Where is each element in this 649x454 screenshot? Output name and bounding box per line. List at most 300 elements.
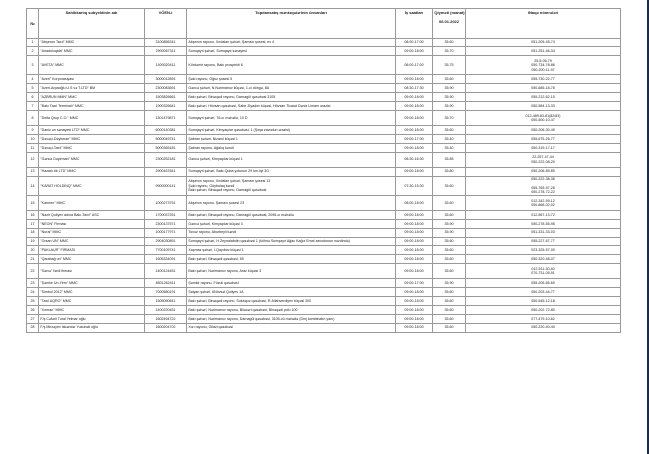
cell-address xyxy=(187,297,396,306)
cell-hours: 09:00-18:00 xyxy=(396,305,433,314)
header-phone: Əlaqə nömrələri xyxy=(466,9,621,39)
phone-line: 050-222-08-20 xyxy=(531,159,555,164)
table-row xyxy=(27,305,621,314)
cell-tin: 2900067311 xyxy=(145,47,187,56)
table-row xyxy=(27,237,621,246)
cell-entity-name: "Karmen" MMC xyxy=(39,195,145,210)
phone-line: 22-257-47-44 xyxy=(532,155,554,160)
table-row xyxy=(27,323,621,332)
cell-hours: 09:00-18:00 xyxy=(396,102,433,111)
cell-price: 35.90 xyxy=(433,228,466,237)
cell-tin: 1505090641 xyxy=(145,297,187,306)
cell-number: 22 xyxy=(27,264,39,279)
table-row xyxy=(27,143,621,152)
cell-number: 20 xyxy=(27,246,39,255)
cell-entity-name: F/ş Mirzəyev İskəndər Yusubəli oğlu xyxy=(39,323,145,332)
cell-tin: 3000012891 xyxy=(145,75,187,84)
cell-price: 35.60 xyxy=(433,176,466,195)
cell-hours: 09:00-18:00 xyxy=(396,143,433,152)
address-line: Bakı şəhəri, Nərimanov rayonu, Darnagül qəsəbəsi, 3105-cü məhəllə (Dmj kombinatın yanı) xyxy=(188,316,335,321)
cell-price: 35.90 xyxy=(433,93,466,102)
cell-address xyxy=(187,255,396,264)
header-entity-name: Sahibkarlıq subyektinin adı xyxy=(39,9,145,39)
cell-address xyxy=(187,228,396,237)
cell-phone xyxy=(466,176,621,195)
phone-line: 055-205-65-69 xyxy=(531,281,555,286)
header-number: № xyxy=(27,9,39,39)
cell-price: 35.80 xyxy=(433,167,466,176)
cell-number: 27 xyxy=(27,314,39,323)
cell-address xyxy=(187,314,396,323)
cell-address xyxy=(187,134,396,143)
cell-price: 35.40 xyxy=(433,134,466,143)
address-line: Bakı şəhəri, Binəqədi rayonu, Sulutəpə qəsəbəsi, R.Allahverdiyev küçəsi 300 xyxy=(188,298,312,303)
cell-number: 26 xyxy=(27,305,39,314)
cell-tin: 1301479871 xyxy=(145,110,187,125)
cell-entity-name: "Azeri-Arpaoğlu U.S və T.LTD" BM xyxy=(39,84,145,93)
cell-number: 2 xyxy=(27,47,39,56)
table-row xyxy=(27,152,621,167)
cell-entity-name: "Hazarlı.tik LTD" MMC xyxy=(39,167,145,176)
phone-line: 012-489-83-81(82/83) xyxy=(525,113,561,118)
phone-line: 050-734-78-86 xyxy=(531,63,555,68)
wholesale-points-table xyxy=(26,8,621,333)
address-line: Sumqayıt şəhəri, Bakı-Quba yolunun 29 km-liyi 3G xyxy=(188,169,270,174)
address-line: Bakı şəhəri, Binəqədi rayonu, Darnagül qəsəbəsi xyxy=(188,187,267,192)
cell-number: 9 xyxy=(27,125,39,134)
cell-phone xyxy=(466,110,621,125)
phone-line: 055-227-67-77 xyxy=(531,239,555,244)
cell-hours: 09:00-18:00 xyxy=(396,219,433,228)
cell-phone xyxy=(466,134,621,143)
cell-number: 4 xyxy=(27,75,39,84)
cell-entity-name: F/ş Cəfərli Tural Yelmar oğlu xyxy=(39,314,145,323)
phone-line: 050-202-72-80 xyxy=(531,307,555,312)
cell-phone xyxy=(466,314,621,323)
table-row xyxy=(27,102,621,111)
cell-tin: 2300252181 xyxy=(145,152,187,167)
address-line: Sumqayıt şəhəri, Kimyaçılar qəsəbəsi, 1 (Şoşa zavodun ərazisi) xyxy=(188,127,291,132)
table-row xyxy=(27,84,621,93)
table-row xyxy=(27,279,621,288)
cell-entity-name: "Bakı Taxıl Terminalı" MMC xyxy=(39,102,145,111)
cell-price: 35.90 xyxy=(433,102,466,111)
cell-hours: 09:00-18:00 xyxy=(396,264,433,279)
table-row xyxy=(27,38,621,47)
price-list-sheet xyxy=(26,8,620,333)
address-line: Şəki rayonu, Göybulaq kəndi xyxy=(188,183,235,188)
cell-address xyxy=(187,219,396,228)
cell-price: 35.60 xyxy=(433,255,466,264)
cell-phone xyxy=(466,56,621,75)
address-line: Xızı rayonu, Gilazi qəsəbəsi xyxy=(188,325,233,330)
address-line: Şabran rayonu, Ağalıq kəndi xyxy=(188,145,234,150)
table-row xyxy=(27,297,621,306)
cell-phone xyxy=(466,210,621,219)
cell-tin: 1400124451 xyxy=(145,264,187,279)
cell-entity-name: "Nural" MMC xyxy=(39,228,145,237)
cell-tin: 1000177971 xyxy=(145,228,187,237)
phone-line: 070-731-05-91 xyxy=(531,271,555,276)
cell-tin: 5000365181 xyxy=(145,143,187,152)
cell-phone xyxy=(466,75,621,84)
phone-line: 055-212-62-15 xyxy=(531,94,555,99)
cell-hours: 09:00-18:00 xyxy=(396,125,433,134)
cell-hours: 09:00-18:00 xyxy=(396,323,433,332)
table-row xyxy=(27,75,621,84)
phone-line: 051-331-33-03 xyxy=(531,230,555,235)
address-line: Gəncə şəhəri, Kimyaçılar küçəsi 3 xyxy=(188,221,243,226)
header-price-label: Qiyməti (manat) xyxy=(434,10,465,15)
phone-line: 050-222-38-36 xyxy=(531,177,555,182)
cell-tin: 3100856341 xyxy=(145,38,187,47)
cell-address xyxy=(187,264,396,279)
table-row xyxy=(27,47,621,56)
table-row xyxy=(27,134,621,143)
table-row xyxy=(27,228,621,237)
cell-number: 23 xyxy=(27,279,39,288)
cell-address xyxy=(187,246,396,255)
cell-hours: 09:00-18:00 xyxy=(396,110,433,125)
cell-address xyxy=(187,210,396,219)
cell-number: 12 xyxy=(27,152,39,167)
cell-phone xyxy=(466,255,621,264)
cell-tin: 9900000141 xyxy=(145,176,187,195)
cell-hours: 08:00-17:00 xyxy=(396,38,433,47)
cell-phone xyxy=(466,288,621,297)
cell-tin: 1605334091 xyxy=(145,255,187,264)
cell-address xyxy=(187,38,396,47)
cell-tin: 1602494722 xyxy=(145,314,187,323)
cell-price: 35.60 xyxy=(433,314,466,323)
cell-address xyxy=(187,102,396,111)
cell-tin: 1900326641 xyxy=(145,102,187,111)
cell-phone xyxy=(466,246,621,255)
cell-hours: 09:00-17:00 xyxy=(396,279,433,288)
cell-address xyxy=(187,176,396,195)
cell-number: 3 xyxy=(27,56,39,75)
cell-address xyxy=(187,323,396,332)
address-line: Kürdəmir rayonu, Bakı prospekti 6 xyxy=(188,63,243,68)
cell-price: 35.60 xyxy=(433,288,466,297)
address-line: Gəncə şəhəri, Kimyaçılar küçəsi 1 xyxy=(188,157,243,162)
cell-price: 35.60 xyxy=(433,305,466,314)
cell-entity-name: "Delta Qrup C.O." MMC xyxy=(39,110,145,125)
table-row xyxy=(27,167,621,176)
cell-address xyxy=(187,56,396,75)
cell-number: 28 xyxy=(27,323,39,332)
cell-number: 19 xyxy=(27,237,39,246)
cell-number: 6 xyxy=(27,93,39,102)
phone-line: 055-730-22-77 xyxy=(531,77,555,82)
cell-tin: 2900167641 xyxy=(145,167,187,176)
cell-entity-name: "Abşeron Taxıl" MMC xyxy=(39,38,145,47)
cell-phone xyxy=(466,305,621,314)
cell-tin: 2300137571 xyxy=(145,219,187,228)
cell-phone xyxy=(466,125,621,134)
cell-entity-name: "NEON" Firması xyxy=(39,219,145,228)
phone-line: 012-567-13-72 xyxy=(531,212,555,217)
cell-address xyxy=(187,125,396,134)
header-price xyxy=(433,9,466,39)
address-line: Bakı şəhəri, Binəqədi qəsəbəsi, 59 xyxy=(188,257,244,262)
cell-address xyxy=(187,237,396,246)
cell-entity-name: "Xırman" MMC xyxy=(39,305,145,314)
table-row xyxy=(27,56,621,75)
phone-line: 051-251-46-34 xyxy=(531,49,555,54)
cell-hours: 09:00-18:00 xyxy=(396,167,433,176)
phone-line: 012-511-30-40 xyxy=(531,266,555,271)
address-line: Bakı şəhəri, Binəqədi rayonu, Darnagül qəsəbəsi, 2096-cı məhəllə xyxy=(188,212,294,217)
address-line: Sumqayıt şəhəri, H.Zeynalabdin qəsəbəsi 1 (köhnə Sumqayıt Ağac Kağız Emal zavodunun nəzdində) xyxy=(188,239,350,244)
cell-hours: 08:30-17:30 xyxy=(396,84,433,93)
cell-address xyxy=(187,93,396,102)
table-row xyxy=(27,125,621,134)
cell-price: 35.60 xyxy=(433,323,466,332)
cell-price: 35.60 xyxy=(433,75,466,84)
cell-hours: 09:00-18:00 xyxy=(396,237,433,246)
cell-price: 35.70 xyxy=(433,47,466,56)
table-row xyxy=(27,195,621,210)
cell-price: 35.75 xyxy=(433,56,466,75)
table-row xyxy=(27,264,621,279)
cell-hours: 08:30-16:30 xyxy=(396,152,433,167)
address-line: Tovuz rayonu, Aburbeyli kəndi xyxy=(188,230,237,235)
cell-phone xyxy=(466,143,621,152)
cell-number: 25 xyxy=(27,297,39,306)
phone-line: 050-278-72-22 xyxy=(531,189,555,194)
cell-number: 5 xyxy=(27,84,39,93)
cell-phone xyxy=(466,93,621,102)
address-line: Sumqayıt şəhəri, Sumqayıt sənayesi xyxy=(188,49,247,54)
cell-entity-name: "Azeri" Korporasiyası xyxy=(39,75,145,84)
cell-price: 35.40 xyxy=(433,143,466,152)
phone-line: 055-765-57-28 xyxy=(531,185,555,190)
cell-entity-name: "PAKLAUR" FİRMASI xyxy=(39,246,145,255)
address-line: Sumqayıt şəhəri, 76-cı məhəllə, 10 D xyxy=(188,115,248,120)
cell-number: 18 xyxy=(27,228,39,237)
cell-hours: 07:30-15:30 xyxy=(396,176,433,195)
phone-line: 050-584-13-33 xyxy=(531,103,555,108)
address-line: Bakı şəhəri, Nərimanov rayonu, Biləcəri qəsəbəsi, Binəqədi yolu 100 xyxy=(188,307,298,312)
address-line: Abşeron rayonu, Xırdalan şəhəri, Şamaxı şosesi, ev 4 xyxy=(188,40,275,45)
phone-line: 050-868-02-02 xyxy=(531,202,555,207)
cell-tin: 1700037251 xyxy=(145,210,187,219)
cell-entity-name: "Şəmkir Un-Yem" MMC xyxy=(39,279,145,288)
cell-tin: 1400020411 xyxy=(145,56,187,75)
cell-entity-name: "Simbol 2012" MMC xyxy=(39,288,145,297)
table-row xyxy=(27,314,621,323)
cell-price: 35.60 xyxy=(433,195,466,210)
cell-address xyxy=(187,75,396,84)
cell-entity-name: "Anadoluqida" MMC xyxy=(39,47,145,56)
table-row xyxy=(27,93,621,102)
cell-phone xyxy=(466,84,621,93)
phone-line: 050-500-10-47 xyxy=(531,117,555,122)
cell-entity-name: "Dəvəçi-Dəyirman" MMC xyxy=(39,134,145,143)
cell-tin: 7000580191 xyxy=(145,288,187,297)
cell-phone xyxy=(466,323,621,332)
table-row xyxy=(27,110,621,125)
cell-hours: 09:00-18:00 xyxy=(396,47,433,56)
cell-price: 35.60 xyxy=(433,246,466,255)
cell-hours: 09:00-18:00 xyxy=(396,288,433,297)
cell-tin: 1000273751 xyxy=(145,195,187,210)
cell-number: 11 xyxy=(27,143,39,152)
phone-line: 25-5-05-79 xyxy=(534,58,552,63)
address-line: Şəmkir rayonu, Füzuli qəsəbəsi xyxy=(188,281,239,286)
cell-hours: 08:00-17:00 xyxy=(396,56,433,75)
phone-line: 023-325-57-00 xyxy=(531,248,555,253)
phone-line: 050-220-40-40 xyxy=(531,325,555,330)
cell-address xyxy=(187,152,396,167)
cell-address xyxy=(187,167,396,176)
cell-price: 35.60 xyxy=(433,125,466,134)
cell-phone xyxy=(466,47,621,56)
cell-phone xyxy=(466,38,621,47)
cell-phone xyxy=(466,152,621,167)
header-price-date: 06.01.2022 xyxy=(438,18,460,24)
table-row xyxy=(27,176,621,195)
table-row xyxy=(27,219,621,228)
cell-phone xyxy=(466,228,621,237)
address-line: Bakı şəhəri, Hövsan qəsəbəsi, Sabir Ziyadov küçəsi, Hövsan Ticarət Dəniz Limanı ərazisi xyxy=(188,103,331,108)
cell-price: 35.60 xyxy=(433,210,466,219)
cell-tin: 8501262411 xyxy=(145,279,187,288)
cell-hours: 09:00-18:00 xyxy=(396,255,433,264)
cell-tin: 5000049741 xyxy=(145,134,187,143)
phone-line: 055-675-26-77 xyxy=(531,136,555,141)
cell-tin: 6000140381 xyxy=(145,125,187,134)
cell-entity-name: "Daniz un sənayesi LTD" MMC xyxy=(39,125,145,134)
cell-hours: 09:00-18:00 xyxy=(396,93,433,102)
cell-entity-name: "AVETA" MMC xyxy=(39,56,145,75)
cell-number: 1 xyxy=(27,38,39,47)
cell-price: 35.60 xyxy=(433,264,466,279)
address-line: Şəki rayonu, Oğuz şosesi 5 xyxy=(188,77,233,82)
cell-entity-name: "Orsan UN" MMC xyxy=(39,237,145,246)
cell-address xyxy=(187,288,396,297)
cell-tin: 2904030891 xyxy=(145,237,187,246)
cell-price: 35.90 xyxy=(433,279,466,288)
cell-phone xyxy=(466,219,621,228)
address-line: Xaçmaz şəhəri, İ.Qayıbov küçəsi 1 xyxy=(188,248,244,253)
cell-number: 8 xyxy=(27,110,39,125)
cell-number: 7 xyxy=(27,102,39,111)
cell-price: 35.85 xyxy=(433,152,466,167)
table-header xyxy=(27,9,621,39)
table-row xyxy=(27,246,621,255)
cell-hours: 09:00-18:00 xyxy=(396,210,433,219)
cell-hours: 09:00-18:00 xyxy=(396,314,433,323)
phone-line: 050-206-89-89 xyxy=(531,169,555,174)
cell-number: 14 xyxy=(27,176,39,195)
phone-line: 050-320-48-07 xyxy=(531,257,555,262)
cell-entity-name: "Dəvəçi-Taxıl" MMC xyxy=(39,143,145,152)
phone-line: 012-342-59-12 xyxy=(531,198,555,203)
header-address: Topdansatış məntəqələrinin ünvanları xyxy=(187,9,396,39)
phone-line: 050-203-44-77 xyxy=(531,289,555,294)
phone-line: 050-206-30-49 xyxy=(531,127,555,132)
cell-number: 17 xyxy=(27,219,39,228)
cell-number: 16 xyxy=(27,210,39,219)
cell-tin: 1600204702 xyxy=(145,323,187,332)
cell-number: 24 xyxy=(27,288,39,297)
address-line: Abşeron rayonu, Xırdalan şəhəri, Şamaxı şosesi 13 xyxy=(188,179,271,184)
cell-entity-name: "KARAT HOLDİNQ" MMC xyxy=(39,176,145,195)
cell-address xyxy=(187,143,396,152)
cell-tin: 1400220451 xyxy=(145,305,187,314)
cell-address xyxy=(187,305,396,314)
address-line: Gəncə şəhəri, N.Nərimanov küçəsi, 1-ci döngə, 8A xyxy=(188,86,270,91)
cell-hours: 09:00-18:00 xyxy=(396,246,433,255)
cell-entity-name: "Sərvə" fərdi firması xyxy=(39,264,145,279)
cell-hours: 09:00-18:00 xyxy=(396,297,433,306)
cell-hours: 08:00-18:00 xyxy=(396,195,433,210)
table-body xyxy=(27,38,621,332)
table-row xyxy=(27,255,621,264)
phone-line: 050-278-55-95 xyxy=(531,221,555,226)
header-tin: VÖEN-i xyxy=(145,9,187,39)
address-line: Şabran şəhəri, Nizami küçəsi 1 xyxy=(188,136,238,141)
cell-tin: 7700109741 xyxy=(145,246,187,255)
cell-price: 35.70 xyxy=(433,110,466,125)
cell-entity-name: "AZBRUN MMN" MMC xyxy=(39,93,145,102)
header-hours: İş saatları xyxy=(396,9,433,39)
cell-price: 35.90 xyxy=(433,84,466,93)
phone-line: 077-479-10-62 xyxy=(531,316,555,321)
cell-address xyxy=(187,110,396,125)
cell-tin: 2300083691 xyxy=(145,84,187,93)
cell-entity-name: "Taxıl AQRO" MMC xyxy=(39,297,145,306)
cell-price: 35.90 xyxy=(433,219,466,228)
phone-line: 050-319-17-17 xyxy=(531,145,555,150)
address-line: Bakı şəhəri, Nərimanov rayonu, Araz küçəsi 3 xyxy=(188,269,262,274)
cell-entity-name: "Qarabağ un" MMC xyxy=(39,255,145,264)
cell-address xyxy=(187,84,396,93)
cell-phone xyxy=(466,264,621,279)
cell-entity-name: "Gəncə Dəyirman" MMC xyxy=(39,152,145,167)
cell-hours: 09:00-17:00 xyxy=(396,134,433,143)
cell-number: 15 xyxy=(27,195,39,210)
cell-address xyxy=(187,47,396,56)
phone-line: 050-545-12-18 xyxy=(531,298,555,303)
cell-address xyxy=(187,195,396,210)
cell-phone xyxy=(466,167,621,176)
table-row xyxy=(27,210,621,219)
cell-address xyxy=(187,279,396,288)
phone-line: 051-205-45-74 xyxy=(531,40,555,45)
address-line: Bakı şəhəri, Binəqədi rayonu, Darnagül qəsəbəsi 3105 xyxy=(188,94,276,99)
cell-price: 35.60 xyxy=(433,38,466,47)
cell-hours: 09:00-18:00 xyxy=(396,75,433,84)
cell-price: 35.60 xyxy=(433,237,466,246)
cell-phone xyxy=(466,297,621,306)
cell-number: 10 xyxy=(27,134,39,143)
address-line: Salyan şəhəri, 6Növsəl Quliyev 1A xyxy=(188,289,244,294)
cell-number: 13 xyxy=(27,167,39,176)
phone-line: 050-200-11-97 xyxy=(531,67,555,72)
cell-price: 35.60 xyxy=(433,297,466,306)
cell-number: 21 xyxy=(27,255,39,264)
cell-phone xyxy=(466,237,621,246)
cell-phone xyxy=(466,102,621,111)
cell-phone xyxy=(466,195,621,210)
header-row xyxy=(27,9,621,39)
phone-line: 050-685-18-78 xyxy=(531,86,555,91)
table-row xyxy=(27,288,621,297)
address-line: Abşeron rayonu, Şamaxı şosesi 23 xyxy=(188,200,245,205)
